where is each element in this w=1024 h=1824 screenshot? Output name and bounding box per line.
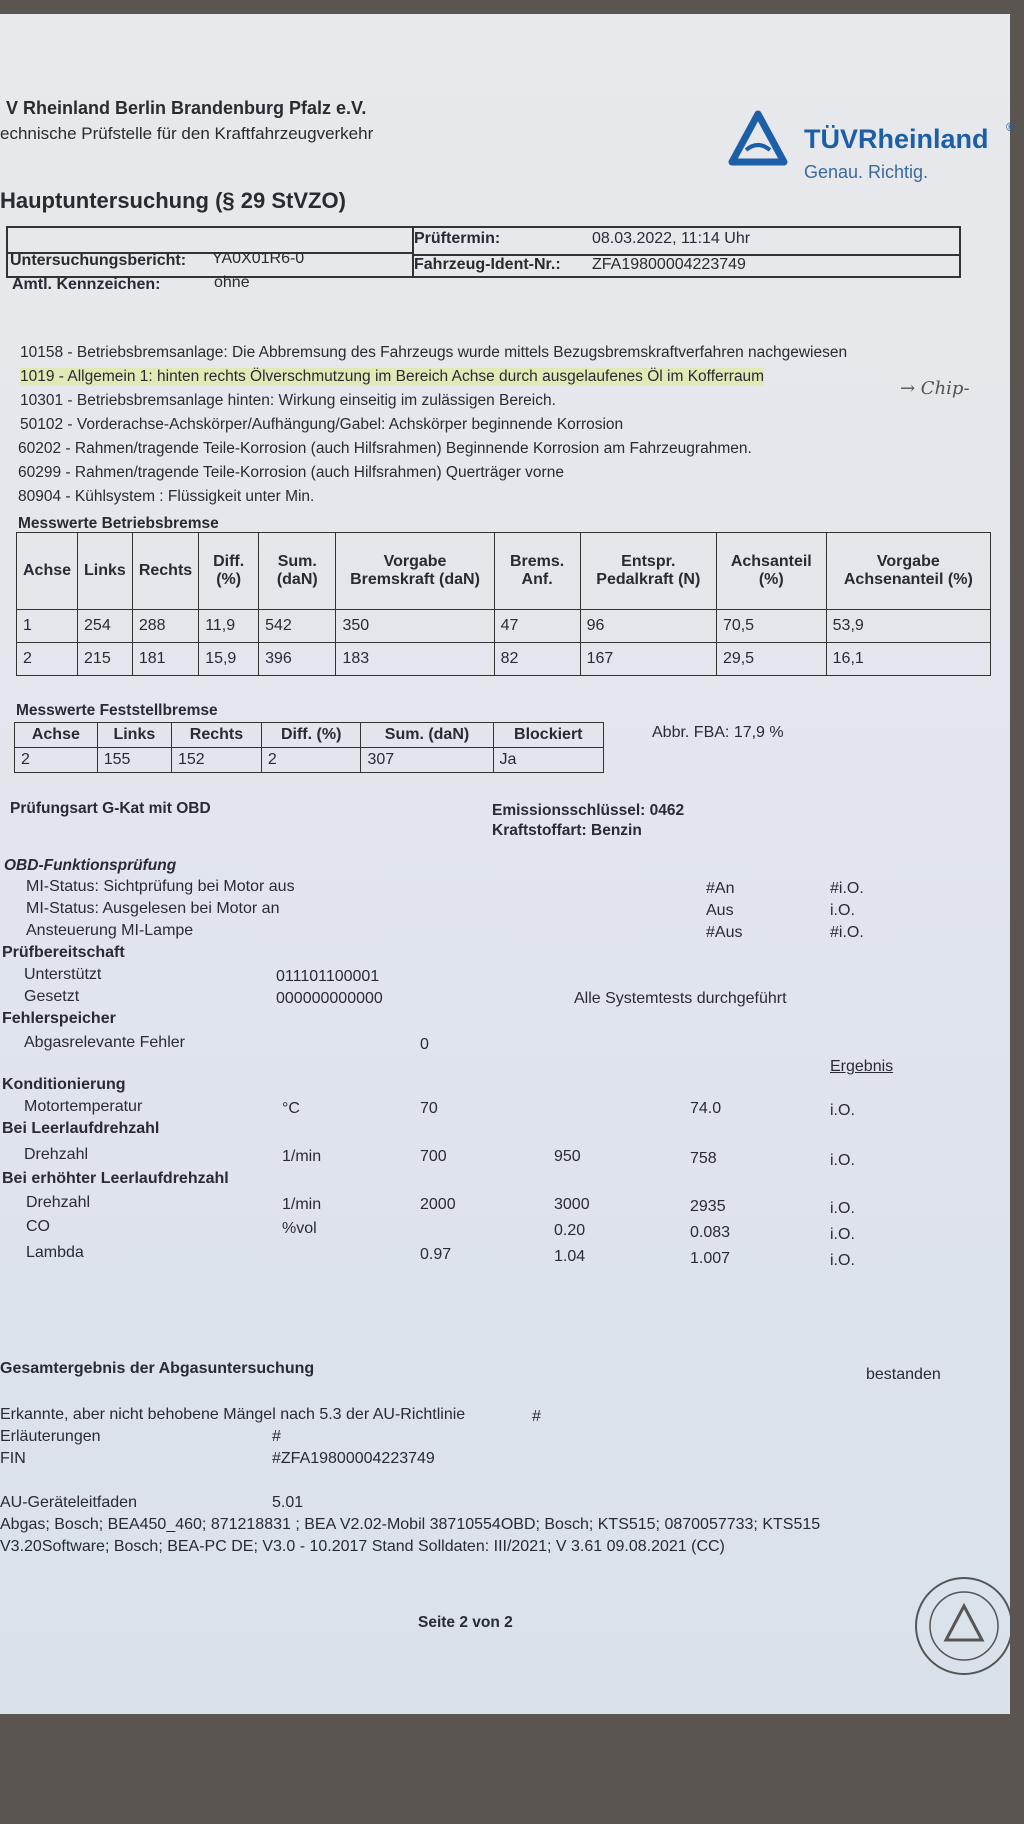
high-idle-title: Bei erhöhter Leerlaufdrehzahl xyxy=(2,1170,229,1187)
parking-brake-table xyxy=(14,722,604,773)
page-title: Hauptuntersuchung (§ 29 StVZO) xyxy=(0,188,346,213)
high-idle-result: i.O. xyxy=(830,1200,855,1217)
tuv-triangle-icon xyxy=(728,110,788,166)
cond-result: i.O. xyxy=(830,1102,855,1119)
high-idle-label: Drehzahl xyxy=(26,1194,91,1211)
fba-value: Abbr. FBA: 17,9 % xyxy=(652,724,784,741)
supported-label: Unterstützt xyxy=(24,966,102,983)
summary-result: bestanden xyxy=(866,1366,941,1383)
obd-label: MI-Status: Ausgelesen bei Motor an xyxy=(26,900,280,917)
cell: 167 xyxy=(580,643,716,676)
table-row xyxy=(17,610,991,643)
cell: 181 xyxy=(132,643,198,676)
high-idle-measured: 0.083 xyxy=(690,1224,731,1241)
result-header: Ergebnis xyxy=(830,1058,894,1075)
high-idle-unit: 1/min xyxy=(282,1196,322,1213)
idle-title: Bei Leerlaufdrehzahl xyxy=(2,1120,160,1137)
idle-label: Drehzahl xyxy=(24,1146,89,1163)
obd-label: MI-Status: Sichtprüfung bei Motor aus xyxy=(26,878,295,895)
cell: 152 xyxy=(171,748,261,773)
vin-label: Fahrzeug-Ident-Nr.: xyxy=(414,256,561,273)
cell: 15,9 xyxy=(199,643,259,676)
table-row xyxy=(17,643,991,676)
guide-label: AU-Geräteleitfaden xyxy=(0,1494,137,1511)
defect-item: 60299 - Rahmen/tragende Teile-Korrosion (auch Hilfsrahmen) Querträger vorne xyxy=(18,464,564,481)
idle-max: 950 xyxy=(554,1148,581,1165)
cell: 215 xyxy=(78,643,133,676)
fault-label: Abgasrelevante Fehler xyxy=(24,1034,185,1051)
obd-result: #i.O. xyxy=(830,880,864,897)
supported-value: 011101100001 xyxy=(276,968,380,985)
col-header: Sum. (daN) xyxy=(361,723,493,748)
col-header: Rechts xyxy=(171,723,261,748)
col-header: Diff. (%) xyxy=(261,723,361,748)
high-idle-label: CO xyxy=(26,1218,50,1235)
col-header: Brems. Anf. xyxy=(494,533,580,610)
obd-value: #An xyxy=(706,880,735,897)
logo-slogan: Genau. Richtig. xyxy=(804,162,929,182)
cell: 70,5 xyxy=(716,610,826,643)
emission-key: Emissionsschlüssel: 0462 xyxy=(492,802,685,819)
defect-item: 10301 - Betriebsbremsanlage hinten: Wirkung einseitig im zulässigen Bereich. xyxy=(20,392,556,409)
date-label: Prüftermin: xyxy=(414,230,501,247)
notes-value: # xyxy=(272,1428,281,1445)
cell: 16,1 xyxy=(826,643,990,676)
readiness-title: Prüfbereitschaft xyxy=(2,944,125,961)
defects-value: # xyxy=(532,1408,541,1425)
defect-item: 60202 - Rahmen/tragende Teile-Korrosion (auch Hilfsrahmen) Beginnende Korrosion am Fahrzeugrahmen. xyxy=(18,440,752,457)
logo-brand: TÜVRheinland xyxy=(804,124,989,154)
set-value: 000000000000 xyxy=(276,990,383,1007)
table-row xyxy=(15,748,604,773)
high-idle-label: Lambda xyxy=(26,1244,84,1261)
col-header: Achse xyxy=(17,533,78,610)
high-idle-measured: 1.007 xyxy=(690,1250,731,1267)
fuel-type: Kraftstoffart: Benzin xyxy=(492,822,642,839)
plate-label: Amtl. Kennzeichen: xyxy=(12,276,161,293)
defect-item: 1019 - Allgemein 1: hinten rechts Ölverschmutzung im Bereich Achse durch ausgelaufenes Öl im Kofferraum xyxy=(20,368,765,385)
obd-result: #i.O. xyxy=(830,924,864,941)
cell: 396 xyxy=(259,643,336,676)
col-header: Rechts xyxy=(132,533,198,610)
cond-unit: °C xyxy=(282,1100,300,1117)
report-value: YA0X01R6-0 xyxy=(212,250,305,267)
high-idle-min: 0.97 xyxy=(420,1246,452,1263)
test-type: Prüfungsart G-Kat mit OBD xyxy=(10,800,211,817)
col-header: Blockiert xyxy=(493,723,603,748)
fault-value: 0 xyxy=(420,1036,429,1053)
cell: 2 xyxy=(17,643,78,676)
fault-memory-title: Fehlerspeicher xyxy=(2,1010,116,1027)
table-header-row xyxy=(15,723,604,748)
set-label: Gesetzt xyxy=(24,988,80,1005)
device-info-line: V3.20Software; Bosch; BEA-PC DE; V3.0 - 10.2017 Stand Solldaten: III/2021; V 3.61 09.08.2021 (CC) xyxy=(0,1538,725,1555)
parking-brake-title: Messwerte Feststellbremse xyxy=(16,702,218,719)
page-number: Seite 2 von 2 xyxy=(418,1614,513,1631)
cell: 53,9 xyxy=(826,610,990,643)
table-header-row xyxy=(17,533,991,610)
logo-registered: ® xyxy=(1006,120,1015,134)
high-idle-result: i.O. xyxy=(830,1252,855,1269)
cell: 183 xyxy=(336,643,494,676)
org-name: V Rheinland Berlin Brandenburg Pfalz e.V. xyxy=(6,98,367,118)
cond-min: 70 xyxy=(420,1100,438,1117)
cell: 1 xyxy=(17,610,78,643)
obd-label: Ansteuerung MI-Lampe xyxy=(26,922,194,939)
col-header: Links xyxy=(97,723,171,748)
obd-title: OBD-Funktionsprüfung xyxy=(4,857,177,874)
col-header: Sum. (daN) xyxy=(259,533,336,610)
idle-min: 700 xyxy=(420,1148,447,1165)
cell: 288 xyxy=(132,610,198,643)
cond-label: Motortemperatur xyxy=(24,1098,143,1115)
high-idle-max: 1.04 xyxy=(554,1248,586,1265)
cond-measured: 74.0 xyxy=(690,1100,722,1117)
high-idle-min: 2000 xyxy=(420,1196,456,1213)
date-value: 08.03.2022, 11:14 Uhr xyxy=(592,230,751,247)
handwritten-note: → Chip- xyxy=(900,378,970,399)
cell: 155 xyxy=(97,748,171,773)
idle-unit: 1/min xyxy=(282,1148,322,1165)
high-idle-measured: 2935 xyxy=(690,1198,726,1215)
defect-item: 10158 - Betriebsbremsanlage: Die Abbremsung des Fahrzeugs wurde mittels Bezugsbremskraftverfahren nachgewiesen xyxy=(20,344,848,361)
document-page xyxy=(0,14,1015,1714)
defect-item: 50102 - Vorderachse-Achskörper/Aufhängung/Gabel: Achskörper beginnende Korrosion xyxy=(20,416,624,433)
col-header: Achse xyxy=(15,723,98,748)
cell: 96 xyxy=(580,610,716,643)
obd-result: i.O. xyxy=(830,902,855,919)
vin-value: ZFA19800004223749 xyxy=(592,256,746,273)
defects-label: Erkannte, aber nicht behobene Mängel nach 5.3 der AU-Richtlinie xyxy=(0,1406,466,1423)
col-header: Achsanteil (%) xyxy=(716,533,826,610)
plate-value: ohne xyxy=(214,274,250,291)
cell: 542 xyxy=(259,610,336,643)
cell: 29,5 xyxy=(716,643,826,676)
high-idle-unit: %vol xyxy=(282,1220,317,1237)
stamp-seal-icon xyxy=(912,1574,1016,1678)
high-idle-max: 3000 xyxy=(554,1196,590,1213)
idle-result: i.O. xyxy=(830,1152,855,1169)
report-label: Untersuchungsbericht: xyxy=(10,252,187,269)
service-brake-title: Messwerte Betriebsbremse xyxy=(18,515,219,532)
cell: 254 xyxy=(78,610,133,643)
cell: Ja xyxy=(493,748,603,773)
fin-value: #ZFA19800004223749 xyxy=(272,1450,435,1467)
cell: 2 xyxy=(261,748,361,773)
fin-label: FIN xyxy=(0,1450,26,1467)
col-header: Vorgabe Bremskraft (daN) xyxy=(336,533,494,610)
cell: 350 xyxy=(336,610,494,643)
col-header: Vorgabe Achsenanteil (%) xyxy=(826,533,990,610)
readiness-note: Alle Systemtests durchgeführt xyxy=(574,990,787,1007)
cell: 2 xyxy=(15,748,98,773)
defect-item: 80904 - Kühlsystem : Flüssigkeit unter Min. xyxy=(18,488,315,505)
cell: 47 xyxy=(494,610,580,643)
summary-title: Gesamtergebnis der Abgasuntersuchung xyxy=(0,1360,315,1377)
cell: 307 xyxy=(361,748,493,773)
notes-label: Erläuterungen xyxy=(0,1428,101,1445)
cell: 11,9 xyxy=(199,610,259,643)
col-header: Entspr. Pedalkraft (N) xyxy=(580,533,716,610)
guide-value: 5.01 xyxy=(272,1494,304,1511)
service-brake-table xyxy=(16,532,991,676)
obd-value: #Aus xyxy=(706,924,743,941)
col-header: Links xyxy=(78,533,133,610)
device-info-line: Abgas; Bosch; BEA450_460; 871218831 ; BEA V2.02-Mobil 38710554OBD; Bosch; KTS515; 0870057733; KTS515 xyxy=(0,1516,821,1533)
high-idle-result: i.O. xyxy=(830,1226,855,1243)
col-header: Diff. (%) xyxy=(199,533,259,610)
idle-measured: 758 xyxy=(690,1150,717,1167)
cell: 82 xyxy=(494,643,580,676)
conditioning-title: Konditionierung xyxy=(2,1076,126,1093)
high-idle-max: 0.20 xyxy=(554,1222,586,1239)
obd-value: Aus xyxy=(706,902,734,919)
org-subtitle: echnische Prüfstelle für den Kraftfahrzeugverkehr xyxy=(0,124,374,143)
